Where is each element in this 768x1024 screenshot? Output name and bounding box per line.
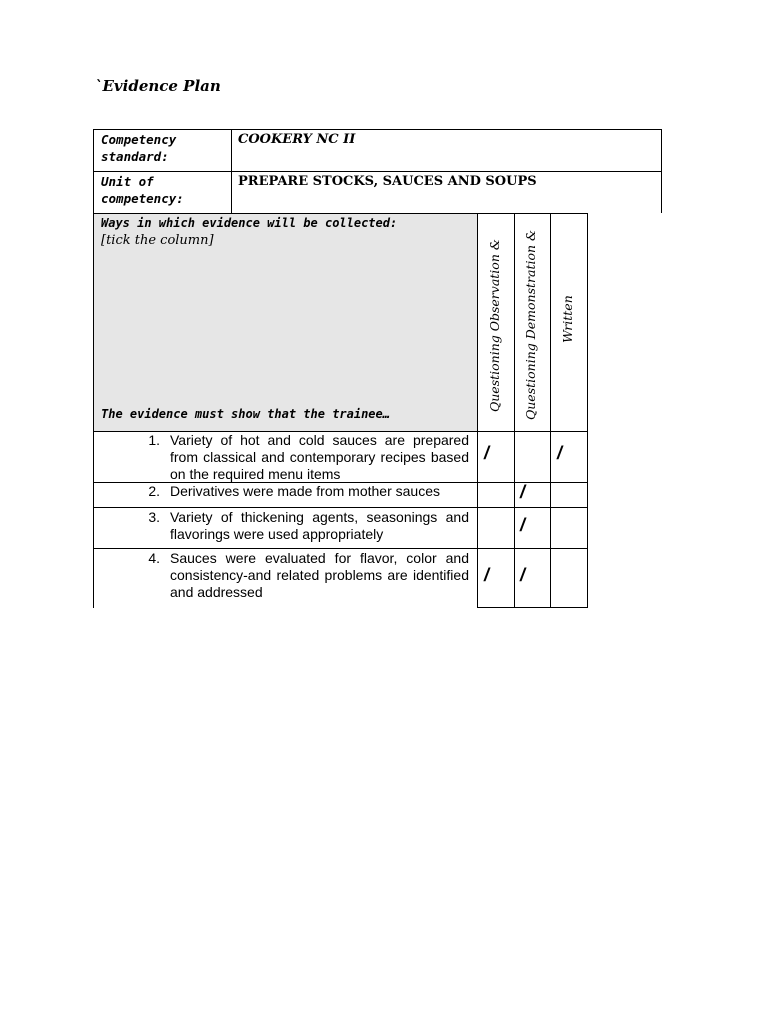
- row-number: 3.: [148, 509, 160, 525]
- row-criterion: Sauces were evaluated for flavor, color and consistency-and related problems are identified and addressed: [170, 550, 469, 600]
- row-number: 1.: [148, 432, 160, 448]
- row-number: 2.: [148, 483, 160, 499]
- table-border: [93, 507, 588, 508]
- tick-mark: /: [520, 565, 526, 585]
- competency-standard-value: COOKERY NC II: [238, 132, 356, 147]
- column-header-observation: Questioning Observation &: [487, 239, 502, 412]
- table-border: [93, 548, 588, 549]
- evidence-must-show: The evidence must show that the trainee…: [101, 407, 390, 421]
- tick-mark: /: [484, 443, 490, 463]
- tick-mark: /: [520, 515, 526, 535]
- row-criterion: Variety of thickening agents, seasonings and flavorings were used appropriately: [170, 509, 469, 542]
- tick-mark: /: [557, 443, 563, 463]
- page-title: `Evidence Plan: [95, 77, 221, 95]
- table-border: [93, 129, 94, 608]
- row-criterion: Variety of hot and cold sauces are prepared from classical and contemporary recipes based on the required menu items: [170, 432, 469, 482]
- tick-mark: /: [484, 565, 490, 585]
- table-border: [93, 129, 662, 130]
- ways-heading: Ways in which evidence will be collected:: [101, 216, 398, 230]
- unit-of-competency-value: PREPARE STOCKS, SAUCES AND SOUPS: [238, 174, 537, 189]
- row-number: 4.: [148, 550, 160, 566]
- table-border: [93, 171, 662, 172]
- competency-standard-label: Competency standard:: [101, 132, 177, 164]
- column-header-demonstration: Questioning Demonstration &: [523, 229, 538, 420]
- row-criterion: Derivatives were made from mother sauces: [170, 483, 440, 499]
- tick-mark: /: [520, 482, 526, 502]
- table-border: [661, 129, 662, 213]
- table-border: [231, 129, 232, 213]
- column-header-written: Written: [560, 295, 575, 343]
- table-border: [477, 607, 588, 608]
- unit-of-competency-label: Unit of competency:: [101, 174, 184, 206]
- ways-subheading: [tick the column]: [101, 233, 214, 248]
